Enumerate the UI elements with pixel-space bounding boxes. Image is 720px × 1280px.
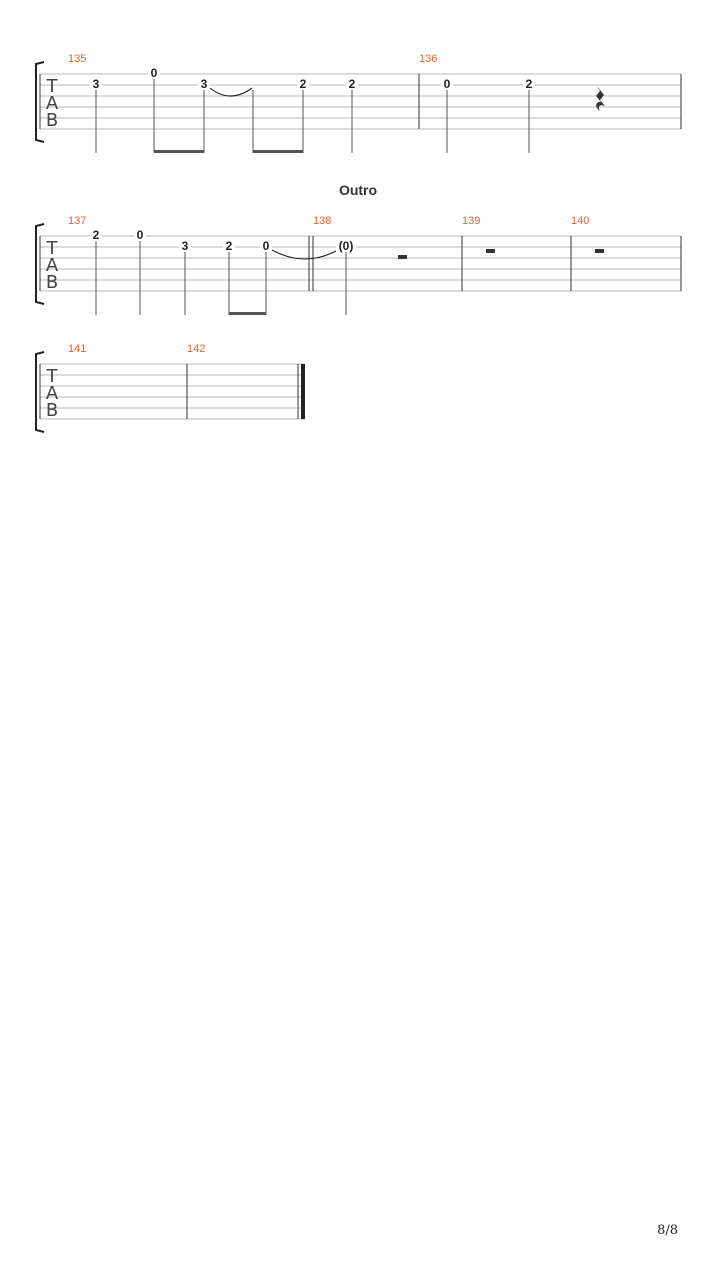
svg-text:2: 2 xyxy=(299,77,307,91)
fret-note xyxy=(198,77,210,91)
fret-note xyxy=(223,239,235,253)
bar-number: 141 xyxy=(68,343,87,355)
bar-number: 140 xyxy=(571,215,590,227)
svg-text:3: 3 xyxy=(181,239,189,253)
fret-note xyxy=(297,77,309,91)
bar-number: 139 xyxy=(462,215,481,227)
beam xyxy=(154,150,204,153)
tab-clef-b: B xyxy=(45,400,59,421)
svg-text:3: 3 xyxy=(200,77,208,91)
bar-number: 138 xyxy=(313,215,332,227)
bar-number: 135 xyxy=(68,53,87,65)
svg-text:(0): (0) xyxy=(338,239,354,253)
tab-system-1 xyxy=(36,53,681,153)
fret-note xyxy=(523,77,535,91)
section-label-outro: Outro xyxy=(338,182,378,198)
bar-number: 142 xyxy=(187,343,206,355)
whole-rest-icon xyxy=(595,249,604,253)
tab-clef-a: A xyxy=(45,383,59,404)
tab-clef-b: B xyxy=(45,110,59,131)
svg-text:2: 2 xyxy=(348,77,356,91)
tab-clef-t: T xyxy=(46,366,58,387)
svg-text:2: 2 xyxy=(225,239,233,253)
page-number: 8/8 xyxy=(657,1223,678,1238)
fret-note xyxy=(441,77,453,91)
tab-clef-b: B xyxy=(45,272,59,293)
fret-note xyxy=(179,239,191,253)
svg-text:0: 0 xyxy=(262,239,270,253)
staff-lines xyxy=(40,236,681,291)
final-barline-thick xyxy=(301,364,305,419)
tab-clef-a: A xyxy=(45,255,59,276)
tab-clef-a: A xyxy=(45,93,59,114)
beam xyxy=(229,312,266,315)
tab-clef-t: T xyxy=(46,238,58,259)
fret-note xyxy=(134,228,146,242)
fret-note xyxy=(260,239,272,253)
beam xyxy=(253,150,303,153)
bar-number: 136 xyxy=(419,53,438,65)
tab-system-2 xyxy=(36,215,681,315)
tab-system-3 xyxy=(36,343,305,432)
half-rest-icon xyxy=(398,255,407,259)
whole-rest-icon xyxy=(486,249,495,253)
svg-text:0: 0 xyxy=(136,228,144,242)
svg-text:3: 3 xyxy=(92,77,100,91)
fret-note-tied xyxy=(336,239,356,253)
fret-note xyxy=(90,77,102,91)
fret-note xyxy=(90,228,102,242)
bar-number: 137 xyxy=(68,215,87,227)
svg-text:0: 0 xyxy=(150,66,158,80)
staff-lines xyxy=(40,364,304,419)
svg-text:2: 2 xyxy=(525,77,533,91)
tab-clef-t: T xyxy=(46,76,58,97)
fret-note xyxy=(148,66,160,80)
svg-text:0: 0 xyxy=(443,77,451,91)
svg-text:2: 2 xyxy=(92,228,100,242)
staff-lines xyxy=(40,74,681,129)
fret-note xyxy=(346,77,358,91)
tie-arc xyxy=(210,88,252,96)
